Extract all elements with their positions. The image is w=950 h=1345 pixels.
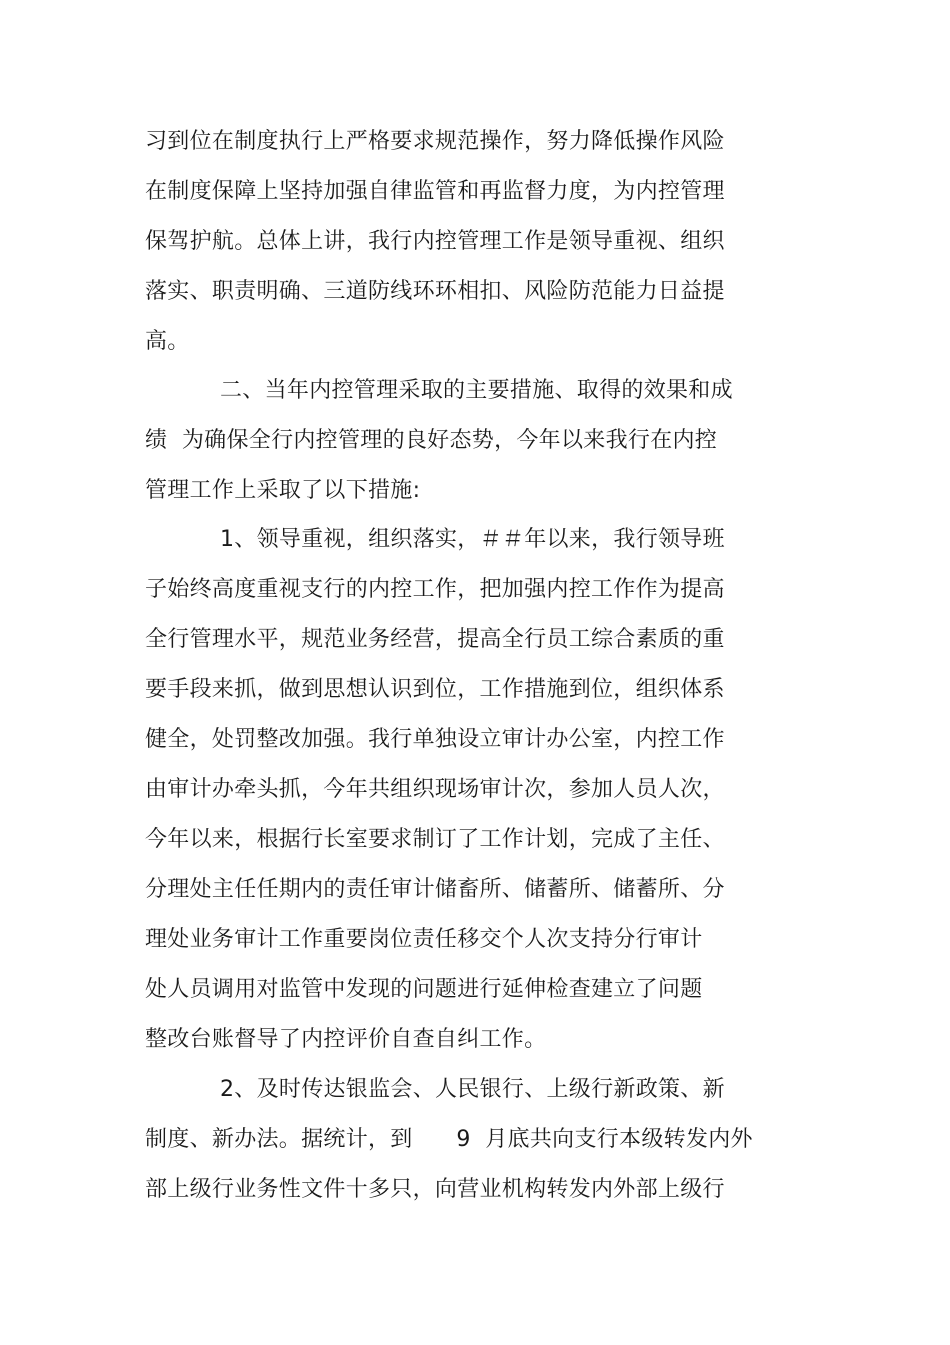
paragraph-line: 健全，处罚整改加强。我行单独设立审计办公室，内控工作 bbox=[145, 727, 725, 752]
paragraph-line: 子始终高度重视支行的内控工作，把加强内控工作作为提高 bbox=[145, 577, 725, 602]
paragraph-line: 高。 bbox=[145, 329, 190, 354]
paragraph-line: 部上级行业务性文件十多只，向营业机构转发内外部上级行 bbox=[145, 1177, 725, 1202]
paragraph-line: 由审计办牵头抓，今年共组织现场审计次，参加人员人次， bbox=[145, 777, 725, 802]
list-item-line: 2、及时传达银监会、人民银行、上级行新政策、新 bbox=[220, 1077, 725, 1102]
paragraph-line: 制度、新办法。据统计，到 9 月底共向支行本级转发内外 bbox=[145, 1127, 753, 1152]
paragraph-line: 习到位在制度执行上严格要求规范操作，努力降低操作风险 bbox=[145, 129, 725, 154]
list-item-line: 1、领导重视，组织落实，＃＃年以来，我行领导班 bbox=[220, 527, 725, 552]
paragraph-line: 整改台账督导了内控评价自查自纠工作。 bbox=[145, 1027, 547, 1052]
paragraph-line: 分理处主任任期内的责任审计储畜所、储蓄所、储蓄所、分 bbox=[145, 877, 725, 902]
paragraph-line: 管理工作上采取了以下措施: bbox=[145, 478, 421, 503]
paragraph-line: 落实、职责明确、三道防线环环相扣、风险防范能力日益提 bbox=[145, 279, 725, 304]
paragraph-line: 理处业务审计工作重要岗位责任移交个人次支持分行审计 bbox=[145, 927, 703, 952]
paragraph-line: 保驾护航。总体上讲，我行内控管理工作是领导重视、组织 bbox=[145, 229, 725, 254]
paragraph-line: 全行管理水平，规范业务经营，提高全行员工综合素质的重 bbox=[145, 627, 725, 652]
paragraph-line: 要手段来抓，做到思想认识到位，工作措施到位，组织体系 bbox=[145, 677, 725, 702]
paragraph-line: 处人员调用对监管中发现的问题进行延伸检查建立了问题 bbox=[145, 977, 703, 1002]
paragraph-line: 绩 为确保全行内控管理的良好态势，今年以来我行在内控 bbox=[145, 428, 718, 453]
paragraph-line: 在制度保障上坚持加强自律监管和再监督力度，为内控管理 bbox=[145, 179, 725, 204]
paragraph-line: 今年以来，根据行长室要求制订了工作计划，完成了主任、 bbox=[145, 827, 725, 852]
section-heading-line: 二、当年内控管理采取的主要措施、取得的效果和成 bbox=[220, 378, 733, 403]
